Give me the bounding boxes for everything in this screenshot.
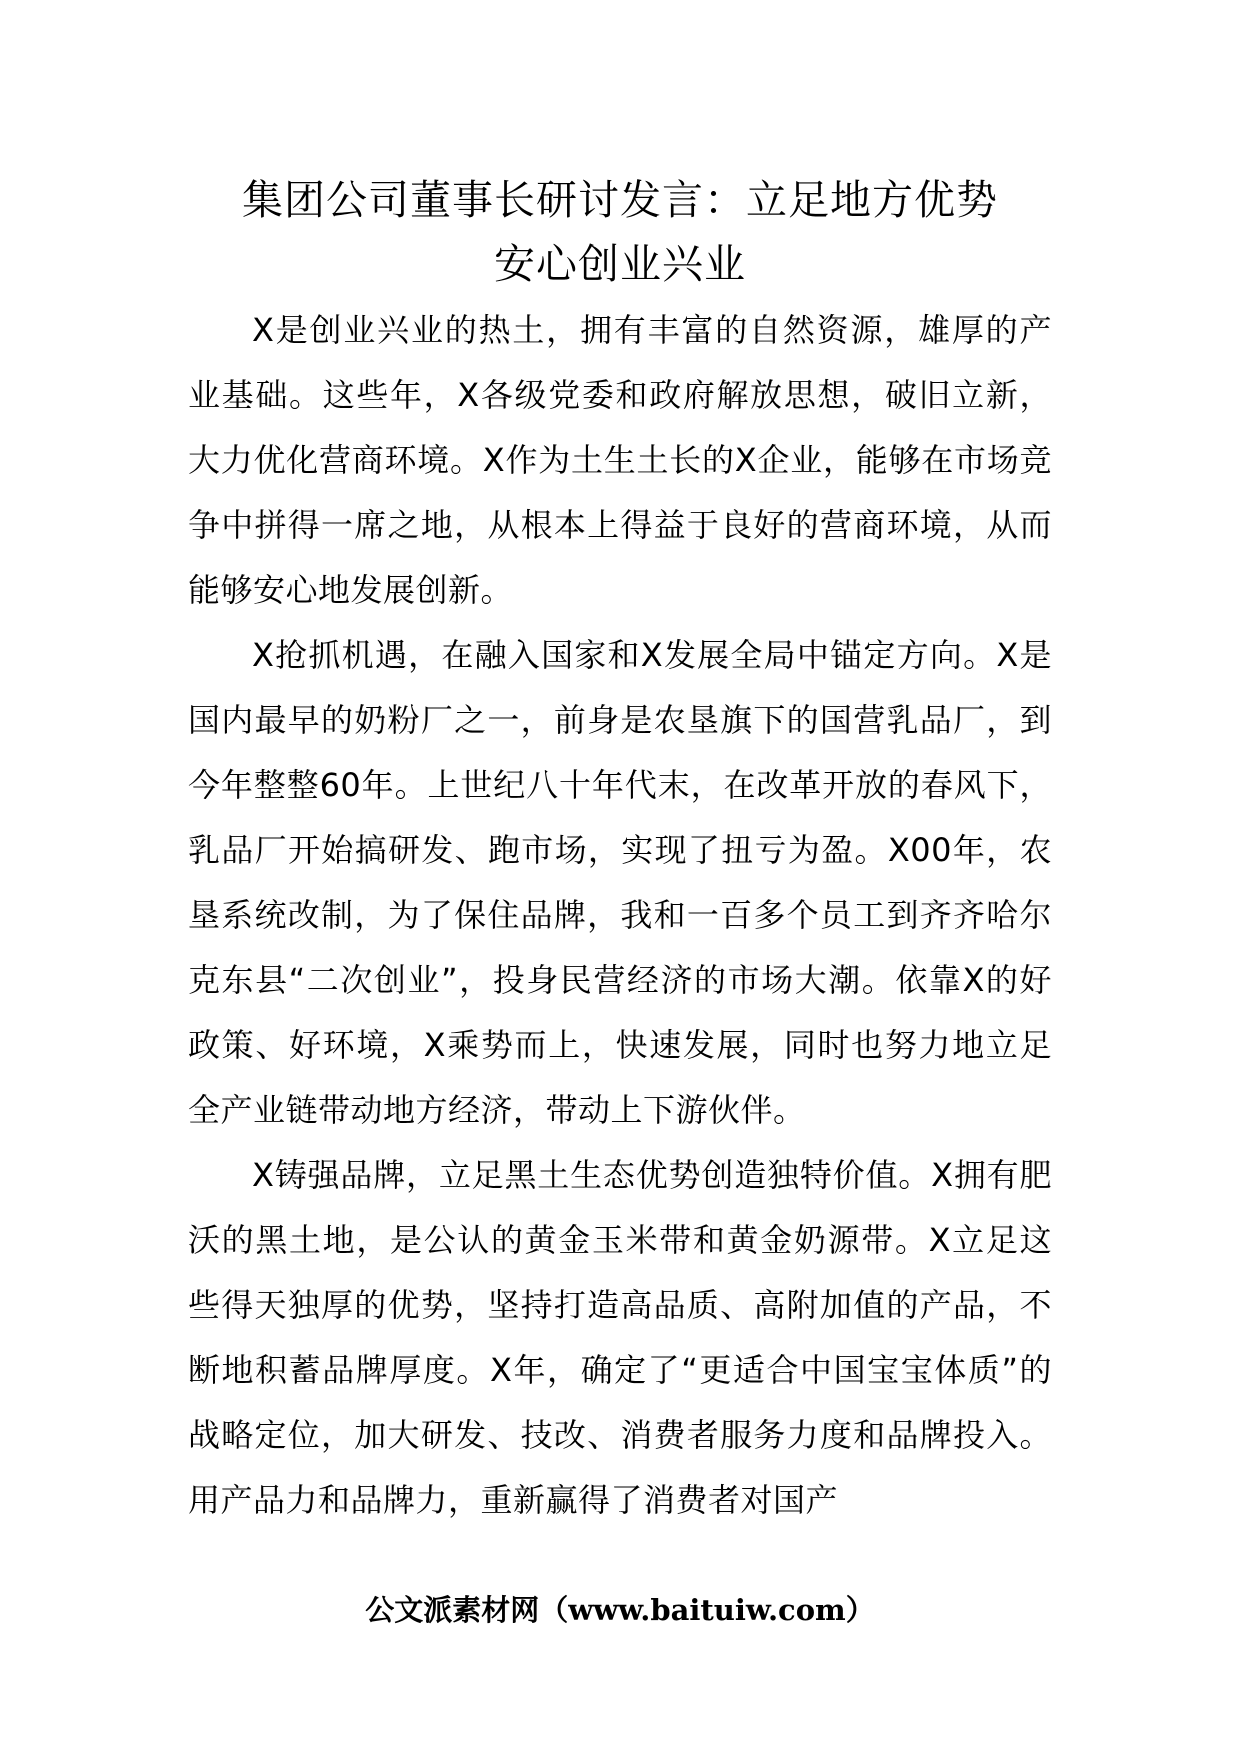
document-body <box>188 298 1052 1533</box>
title-line-1: 集团公司董事长研讨发言：立足地方优势 <box>242 176 998 224</box>
watermark-footer: 公文派素材网（www.baituiw.com） <box>365 1593 875 1627</box>
paragraph-2: X抢抓机遇，在融入国家和X发展全局中锚定方向。X是国内最早的奶粉厂之一，前身是农垦旗下的国营乳品厂，到今年整整60年。上世纪八十年代末，在改革开放的春风下，乳品厂开始搞研发、跑市场，实现了扭亏为盈。X00年，农垦系统改制，为了保住品牌，我和一百多个员工到齐齐哈尔克东县“二次创业”，投身民营经济的市场大潮。依靠X的好政策、好环境，X乘势而上，快速发展，同时也努力地立足全产业链带动地方经济，带动上下游伙伴。 <box>188 636 1052 1129</box>
document-title <box>188 168 1052 296</box>
title-line-2: 安心创业兴业 <box>494 240 746 288</box>
paragraph-3: X铸强品牌，立足黑土生态优势创造独特价值。X拥有肥沃的黑土地，是公认的黄金玉米带和黄金奶源带。X立足这些得天独厚的优势，坚持打造高品质、高附加值的产品，不断地积蓄品牌厚度。X年，确定了“更适合中国宝宝体质”的战略定位，加大研发、技改、消费者服务力度和品牌投入。用产品力和品牌力，重新赢得了消费者对国产 <box>188 1156 1052 1519</box>
paragraph-1: X是创业兴业的热土，拥有丰富的自然资源，雄厚的产业基础。这些年，X各级党委和政府解放思想，破旧立新，大力优化营商环境。X作为土生土长的X企业，能够在市场竞争中拼得一席之地，从根本上得益于良好的营商环境，从而能够安心地发展创新。 <box>188 311 1052 609</box>
